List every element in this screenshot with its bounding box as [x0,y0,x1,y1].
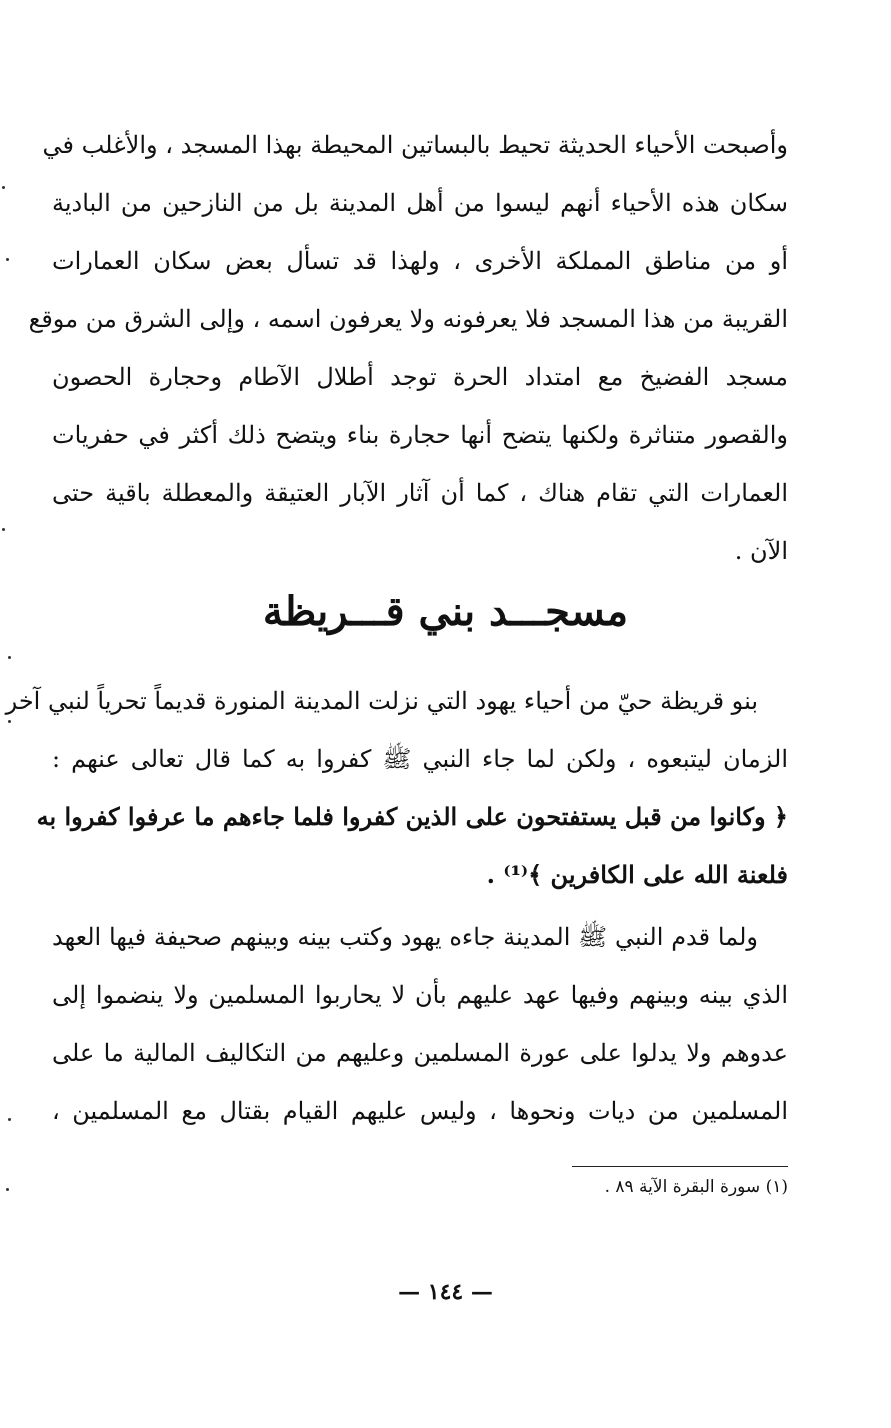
text-line: والقصور متناثرة ولكنها يتضح أنها حجارة بناء ويتضح ذلك أكثر في حفريات [52,421,788,449]
text-line: بنو قريظة حيّ من أحياء يهود التي نزلت المدينة المنورة قديماً تحرياً لنبي آخر [5,687,758,715]
text-line: عدوهم ولا يدلوا على عورة المسلمين وعليهم من التكاليف المالية ما على [52,1039,788,1067]
scan-speck [6,1188,9,1191]
paragraph-2 [5,672,788,904]
paragraph-1 [28,116,788,580]
scan-speck [8,720,11,723]
text-line: المسلمين من ديات ونحوها ، وليس عليهم القيام بقتال مع المسلمين ، [52,1097,788,1125]
scan-speck [6,258,9,261]
quran-verse-line: فلعنة الله على الكافرين ﴾⁽¹⁾ . [486,860,788,889]
scan-speck [8,656,11,659]
text-line: ولما قدم النبي ﷺ المدينة جاءه يهود وكتب بينه وبينهم صحيفة فيها العهد [52,923,758,951]
text-line: الآن . [734,537,788,565]
scan-speck [2,186,5,189]
paragraph-3 [52,908,788,1140]
text-line: سكان هذه الأحياء أنهم ليسوا من أهل المدينة بل من النازحين من البادية [52,189,788,217]
text-line: وأصبحت الأحياء الحديثة تحيط بالبساتين المحيطة بهذا المسجد ، والأغلب في [42,131,788,159]
scan-speck [8,1118,11,1121]
scan-speck [2,528,5,531]
footnote: (١) سورة البقرة الآية ٨٩ . [604,1177,788,1197]
text-line: مسجد الفضيخ مع امتداد الحرة توجد أطلال الآطام وحجارة الحصون [52,363,788,391]
footnote-divider [572,1166,788,1167]
text-line: الذي بينه وبينهم وفيها عهد عليهم بأن لا يحاربوا المسلمين ولا ينضموا إلى [52,981,788,1009]
text-line: العمارات التي تقام هناك ، كما أن آثار الآبار العتيقة والمعطلة باقية حتى [52,479,788,507]
text-line: أو من مناطق المملكة الأخرى ، ولهذا قد تسأل بعض سكان العمارات [52,247,788,275]
text-line: القريبة من هذا المسجد فلا يعرفونه ولا يعرفون اسمه ، وإلى الشرق من موقع [28,305,788,333]
quran-verse-line: ﴿ وكانوا من قبل يستفتحون على الذين كفروا فلما جاءهم ما عرفوا كفروا به [36,802,788,831]
section-heading: مسجـــد بني قـــريظة [262,588,629,635]
page-number: — ١٤٤ — [398,1279,493,1305]
text-line: الزمان ليتبعوه ، ولكن لما جاء النبي ﷺ كفروا به كما قال تعالى عنهم : [52,745,788,773]
